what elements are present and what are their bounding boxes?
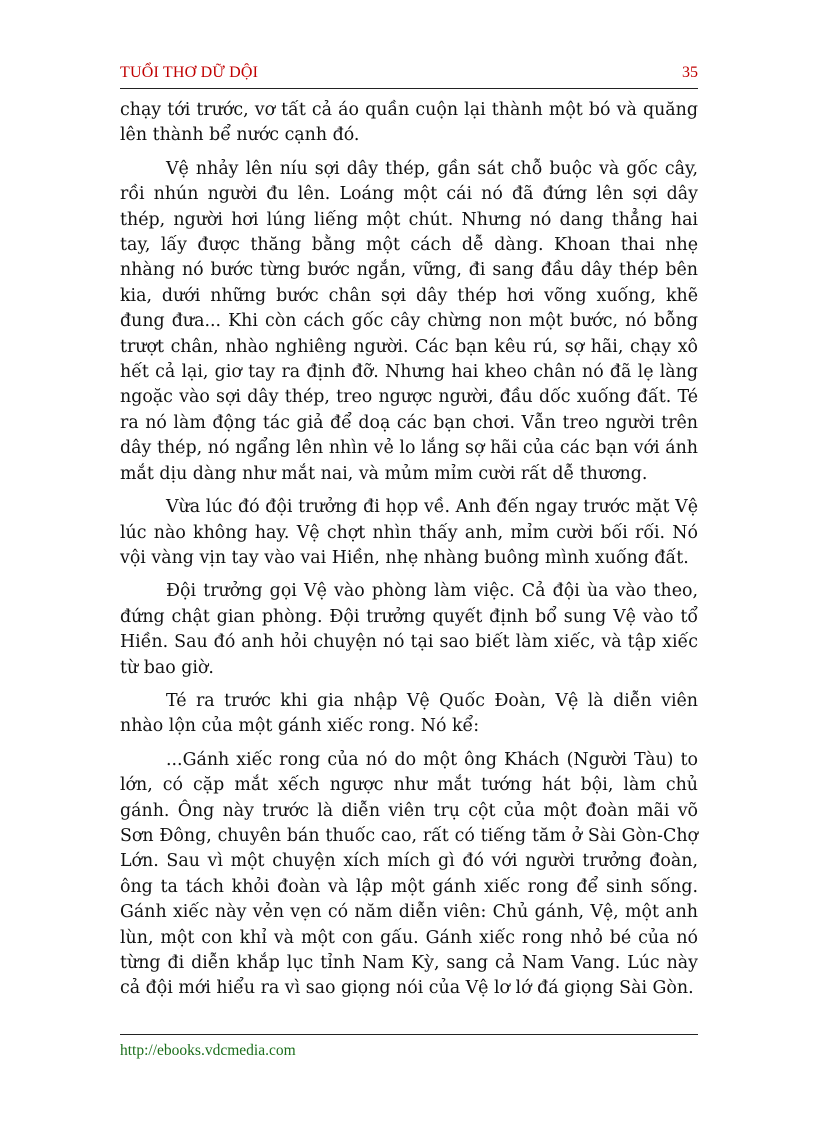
paragraph: Té ra trước khi gia nhập Vệ Quốc Đoàn, Vệ là diễn viên nhào lộn của một gánh xiếc rong. Nó kể:	[120, 690, 698, 737]
paragraph: Vừa lúc đó đội trưởng đi họp về. Anh đến ngay trước mặt Vệ lúc nào không hay. Vệ chợt nhìn thấy anh, mỉm cười bối rối. Nó vội vàng vịn tay vào vai Hiền, nhẹ nhàng buông mình xuống đất.	[120, 497, 698, 568]
paragraph: Đội trưởng gọi Vệ vào phòng làm việc. Cả đội ùa vào theo, đứng chật gian phòng. Đội trưởng quyết định bổ sung Vệ vào tổ Hiền. Sau đó anh hỏi chuyện nó tại sao biết làm xiếc, và tập xiếc từ bao giờ.	[120, 581, 698, 678]
page-number: 35	[682, 64, 698, 81]
footer-link[interactable]: http://ebooks.vdcmedia.com	[120, 1042, 296, 1059]
running-header	[120, 64, 698, 89]
paragraph: ...Gánh xiếc rong của nó do một ông Khách (Người Tàu) to lớn, có cặp mắt xếch ngược như mắt tướng hát bội, làm chủ gánh. Ông này trước là diễn viên trụ cột của một đoàn mãi võ Sơn Đông, chuyên bán thuốc cao, rất có tiếng tăm ở Sài Gòn-Chợ Lớn. Sau vì một chuyện xích mích gì đó với người trưởng đoàn, ông ta tách khỏi đoàn và lập một gánh xiếc rong để sinh sống. Gánh xiếc này vẻn vẹn có năm diễn viên: Chủ gánh, Vệ, một anh lùn, một con khỉ và một con gấu. Gánh xiếc rong nhỏ bé của nó từng đi diễn khắp lục tỉnh Nam Kỳ, sang cả Nam Vang. Lúc này cả đội mới hiểu ra vì sao giọng nói của Vệ lơ lớ đá giọng Sài Gòn.	[120, 749, 698, 999]
paragraph-continued: chạy tới trước, vơ tất cả áo quần cuộn lại thành một bó và quăng lên thành bể nước cạnh đó.	[120, 100, 698, 146]
page-body	[120, 98, 698, 1010]
footer-divider	[120, 1034, 698, 1035]
book-title: TUỔI THƠ DỮ DỘI	[120, 64, 259, 81]
paragraph: Vệ nhảy lên níu sợi dây thép, gần sát chỗ buộc và gốc cây, rồi nhún người đu lên. Loáng một cái nó đã đứng lên sợi dây thép, người hơi lúng liếng một chút. Nhưng nó dang thẳng hai tay, lấy được thăng bằng một cách dễ dàng. Khoan thai nhẹ nhàng nó bước từng bước ngắn, vững, đi sang đầu dây thép bên kia, dưới những bước chân sợi dây thép hơi võng xuống, khẽ đung đưa... Khi còn cách gốc cây chừng non một bước, nó bỗng trượt chân, nhào nghiêng người. Các bạn kêu rú, sợ hãi, chạy xô hết cả lại, giơ tay ra định đỡ. Nhưng hai kheo chân nó đã lẹ làng ngoặc vào sợi dây thép, treo ngược người, đầu dốc xuống đất. Té ra nó làm động tác giả để doạ các bạn chơi. Vẫn treo người trên dây thép, nó ngẩng lên nhìn vẻ lo lắng sợ hãi của các bạn với ánh mắt dịu dàng như mắt nai, và mủm mỉm cười rất dễ thương.	[120, 158, 698, 484]
